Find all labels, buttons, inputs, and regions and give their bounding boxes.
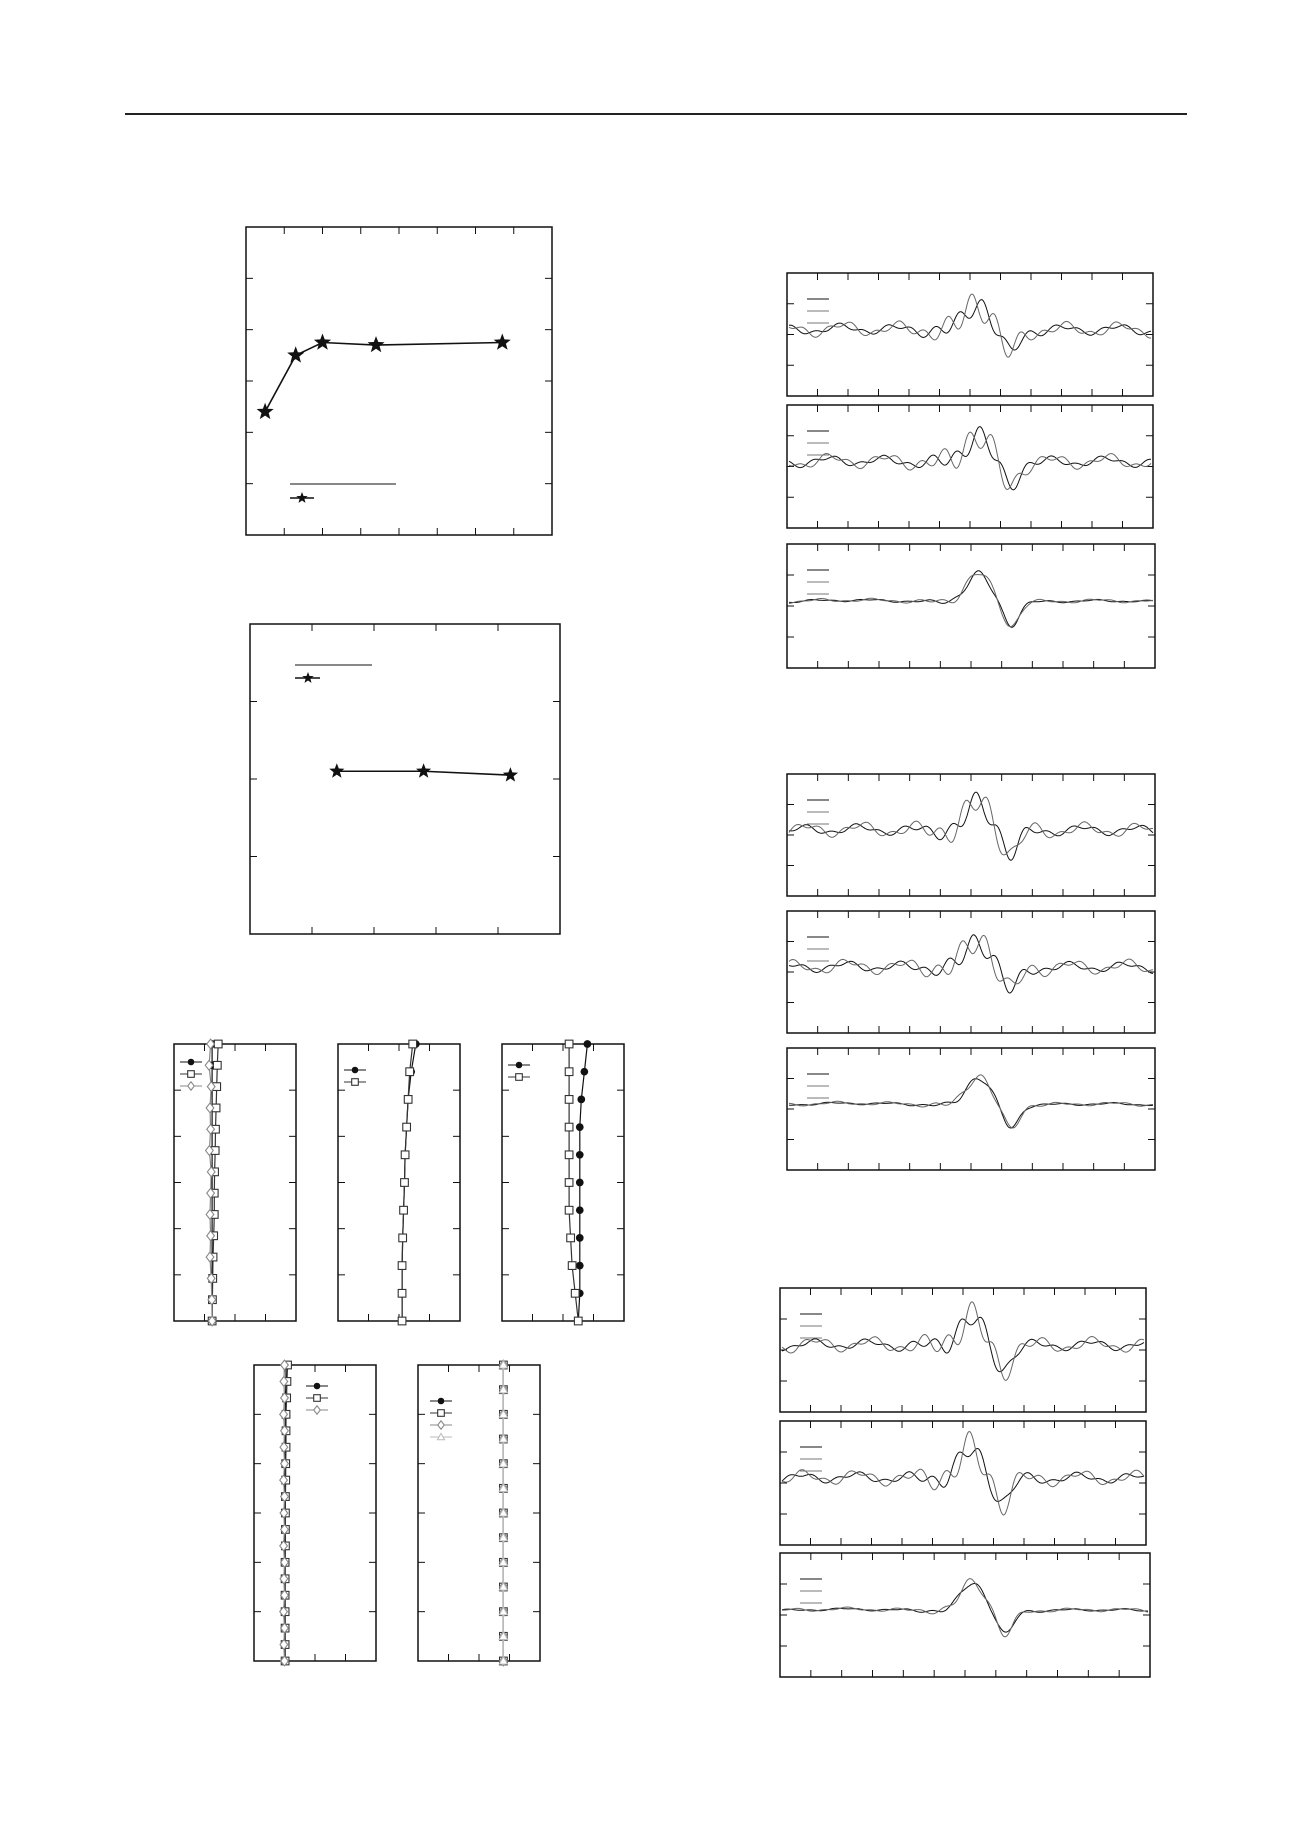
fig-c3-point xyxy=(565,1151,573,1159)
fig-c3-point xyxy=(576,1179,584,1187)
fig-c4-legend-marker xyxy=(314,1383,321,1390)
fig-c3 xyxy=(502,1040,624,1325)
fig-c5-legend-marker xyxy=(438,1410,445,1417)
fig-c1-legend-marker xyxy=(188,1082,195,1090)
fig-c3-point xyxy=(576,1123,584,1131)
fig-d-panel-frame xyxy=(780,1288,1146,1412)
fig-b-point xyxy=(503,767,518,782)
fig-c3-point xyxy=(568,1262,576,1270)
fig-d-panel xyxy=(787,911,1155,1033)
fig-c3-point xyxy=(576,1234,584,1242)
fig-c3-legend-marker xyxy=(516,1074,523,1081)
fig-d-series-line xyxy=(789,432,1151,489)
fig-d-series-line xyxy=(782,1317,1144,1372)
fig-a-point xyxy=(257,403,274,419)
fig-c3-point xyxy=(565,1206,573,1214)
fig-c4-legend-marker xyxy=(314,1406,321,1414)
fig-d-panel xyxy=(787,1048,1155,1170)
fig-c3-point xyxy=(576,1151,584,1159)
fig-d-panel xyxy=(780,1421,1146,1545)
fig-c2-point xyxy=(404,1096,412,1104)
fig-c3-point xyxy=(565,1068,573,1076)
fig-c1-point xyxy=(213,1061,221,1069)
fig-c3-point xyxy=(581,1068,589,1076)
fig-d-panel xyxy=(780,1553,1150,1677)
fig-c3-point xyxy=(576,1262,584,1270)
fig-d-series-line xyxy=(789,1075,1153,1128)
fig-d-series-line xyxy=(782,1449,1144,1502)
fig-c2-point xyxy=(398,1317,406,1325)
fig-a-point xyxy=(287,346,304,362)
fig-c3-point xyxy=(567,1234,575,1242)
fig-c2-point xyxy=(400,1206,408,1214)
figure-d-time-histories xyxy=(780,273,1155,1677)
fig-d-series-line xyxy=(789,575,1153,627)
fig-d-panel-frame xyxy=(787,544,1155,668)
fig-d-panel xyxy=(787,405,1153,528)
fig-a-point xyxy=(368,336,385,352)
fig-d-panel-frame xyxy=(787,1048,1155,1170)
fig-b-point xyxy=(416,763,431,777)
fig-c5 xyxy=(418,1360,540,1666)
fig-c3-point xyxy=(565,1179,573,1187)
fig-c2 xyxy=(338,1040,460,1325)
fig-a-legend-marker xyxy=(296,492,307,503)
fig-c3-point xyxy=(584,1040,592,1048)
fig-d-series-line xyxy=(782,1584,1148,1633)
fig-c2-legend-marker xyxy=(352,1067,359,1074)
fig-c2-point xyxy=(398,1289,406,1297)
fig-c4-legend-marker xyxy=(314,1395,321,1402)
fig-c2-point xyxy=(401,1179,409,1187)
fig-d-series-line xyxy=(789,792,1153,860)
fig-c2-point xyxy=(398,1262,406,1270)
fig-d-series-line xyxy=(789,571,1153,628)
fig-a-point xyxy=(494,334,511,350)
fig-d-series-line xyxy=(782,1432,1144,1516)
fig-c3-point xyxy=(576,1206,584,1214)
figure-a xyxy=(246,227,552,535)
fig-a-point xyxy=(314,334,331,350)
fig-c3-point xyxy=(565,1096,573,1104)
fig-a-frame xyxy=(246,227,552,535)
fig-d-panel xyxy=(787,273,1153,396)
figure-c-profiles xyxy=(174,1039,624,1666)
fig-d-series-line xyxy=(789,936,1153,984)
fig-c3-frame xyxy=(502,1044,624,1321)
fig-c1-legend-marker xyxy=(188,1071,195,1078)
fig-b-legend-marker xyxy=(302,672,313,683)
fig-d-panel-frame xyxy=(787,774,1155,896)
fig-c3-point xyxy=(574,1317,582,1325)
fig-c2-point xyxy=(403,1123,411,1131)
fig-d-panel xyxy=(787,774,1155,896)
fig-d-series-line xyxy=(789,294,1151,357)
fig-d-panel-frame xyxy=(780,1421,1146,1545)
fig-c4 xyxy=(254,1360,376,1666)
fig-c1-legend-marker xyxy=(188,1059,195,1066)
fig-c3-point xyxy=(577,1096,585,1104)
fig-c2-point xyxy=(409,1040,417,1048)
fig-c3-point xyxy=(571,1289,579,1297)
fig-c3-point xyxy=(565,1040,573,1048)
fig-d-panel-frame xyxy=(780,1553,1150,1677)
fig-c1 xyxy=(174,1039,296,1326)
fig-d-panel xyxy=(780,1288,1146,1412)
fig-c2-point xyxy=(401,1151,409,1159)
fig-c2-point xyxy=(406,1068,414,1076)
fig-d-series-line xyxy=(789,797,1153,855)
fig-c2-legend-marker xyxy=(352,1079,359,1086)
fig-c1-point xyxy=(214,1040,222,1048)
fig-d-panel xyxy=(787,544,1155,668)
fig-b-point xyxy=(329,763,344,777)
fig-c5-legend-marker xyxy=(438,1398,445,1405)
fig-d-panel-frame xyxy=(787,405,1153,528)
fig-d-series-line xyxy=(782,1302,1144,1381)
fig-c5-frame xyxy=(418,1365,540,1661)
fig-c5-legend-marker xyxy=(438,1421,445,1429)
fig-d-series-line xyxy=(789,427,1151,490)
figure-b xyxy=(250,624,560,934)
fig-c3-point xyxy=(565,1123,573,1131)
fig-c3-legend-marker xyxy=(516,1062,523,1069)
fig-c2-point xyxy=(399,1234,407,1242)
fig-d-series-line xyxy=(789,935,1153,993)
